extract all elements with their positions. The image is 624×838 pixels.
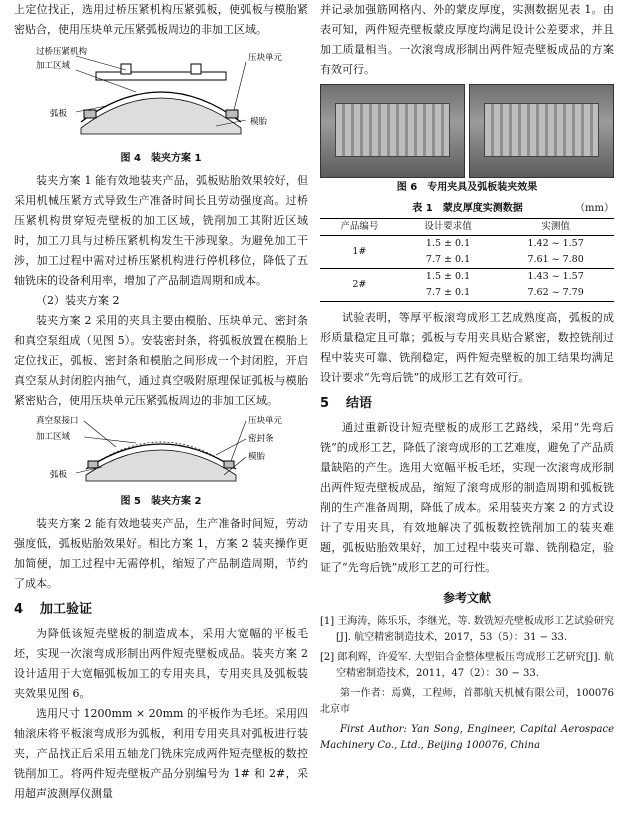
table-header: 产品编号: [340, 221, 379, 232]
section-heading: 5 结语: [320, 396, 373, 411]
paragraph: 并记录加强筋网格内、外的蒙皮厚度，实测数据见表 1。由表可知，两件短壳壁板蒙皮厚度均满足设计公差要求，并且加工质量相当。一次滚弯成形制出两件短壳壁板成品的方案有效可行。: [320, 3, 614, 76]
table-row: 7.7 ± 0.1 7.62 ~ 7.79: [320, 285, 614, 302]
paragraph: 装夹方案 1 能有效地装夹产品，弧板贴胎效果较好，但采用机械压紧方式导致生产准备时间长且劳动强度高。过桥压紧机构贯穿短壳壁板的加工区域，铣削加工其附近区域时，加工刀具与过桥压紧机构发生干涉现象。为避免加工干涉，加工过程中需对过桥压紧机构进行停机移位，降低了五轴铣床的设备利用率，增加了产品制造周期和成本。: [14, 174, 308, 287]
label-seal: 密封条: [248, 434, 274, 444]
figure-4-diagram: [36, 42, 286, 142]
figure-5-diagram: [36, 413, 286, 485]
figure-4: [14, 42, 308, 149]
label-area: 加工区域: [36, 432, 71, 442]
paragraph: 通过重新设计短壳壁板的成形工艺路线，采用“先弯后铣”的成形工艺，降低了滚弯成形的工艺难度，避免了产品质量缺陷的产生。选用大宽幅平板毛坯，实现一次滚弯成形制出两件短壳壁板成品，缩短了滚弯成形的制造周期和弧板铣削的生产准备周期，降低了成本。采用装夹方案 2 的方式设计了专用夹具，有效地解决了弧板数控铣削加工的装夹难题，弧板贴胎效果好，加工过程中装夹可靠、铣削稳定，验证了“先弯后铣”成形工艺的可行性。: [320, 421, 614, 574]
paragraph: 选用尺寸 1200mm × 20mm 的平板作为毛坯。采用四轴滚床将平板滚弯成形为弧板，利用专用夹具对弧板进行装夹，产品找正后采用五轴龙门铣床完成两件短壳壁板的数控铣削加工。将两件短壳壁板产品分别编号为 1# 和 2#，采用超声波测厚仪测量: [14, 707, 308, 800]
table-row: 1# 1.5 ± 0.1 1.42 ~ 1.57: [352, 238, 584, 257]
left-column: [14, 0, 308, 804]
paragraph: 装夹方案 2 能有效地装夹产品，生产准备时间短，劳动强度低，弧板贴胎效果好。相比方案 1，方案 2 装夹操作更加简便，加工过程中无需停机，缩短了产品制造周期，节约了成本。: [14, 517, 308, 590]
table-row: 2# 1.5 ± 0.1 1.43 ~ 1.57: [320, 269, 614, 286]
label-vacuum: 真空泵接口: [36, 416, 79, 426]
label-arc: 弧板: [50, 470, 68, 480]
photo-clamped-panel: [469, 84, 614, 178]
references-title: 参考文献: [442, 591, 491, 605]
paragraph: 为降低该短壳壁板的制造成本，采用大宽幅的平板毛坯，实现一次滚弯成形制出两件短壳壁板成品。装夹方案 2 设计适用于大宽幅弧板加工的专用夹具，专用夹具及弧板装夹效果见图 6。: [14, 627, 308, 700]
table-header: 实测值: [541, 221, 570, 232]
table-unit: （mm）: [575, 203, 614, 214]
table-caption-row: [320, 200, 614, 218]
label-mold: 模胎: [248, 452, 266, 462]
label-area: 加工区域: [36, 61, 71, 71]
paragraph: 上定位找正，选用过桥压紧机构压紧弧板，使弧板与模胎紧密贴合，使用压块单元压紧弧板周边的非加工区域。: [14, 3, 308, 36]
label-arc: 弧板: [50, 109, 68, 119]
label-block: 压块单元: [248, 53, 283, 63]
reference-item: [2] 郎利辉，许爱军. 大型铝合金整体壁板压弯成形工艺研究[J]. 航空精密制造技术，2011，47（2）：30 − 33.: [320, 652, 614, 679]
paragraph: 试验表明，等厚平板滚弯成形工艺成熟度高，弧板的成形质量稳定且可靠；弧板与专用夹具贴合紧密，数控铣削过程中装夹可靠、铣削稳定，两件短壳壁板的加工结果均满足设计要求“先弯后铣”的成形工艺有效可行。: [320, 311, 614, 384]
photo-fixture: [320, 84, 465, 178]
author-info-en: First Author: Yan Song, Engineer, Capital Aerospace Machinery Co., Ltd., Beijing 100076, China: [320, 724, 614, 751]
figure-5: [14, 413, 308, 492]
author-info: 第一作者：焉冀，工程师，首都航天机械有限公司，100076 北京市: [320, 688, 614, 715]
table-caption: 表 1 蒙皮厚度实测数据: [412, 203, 523, 214]
subheading: （2）装夹方案 2: [36, 294, 120, 307]
section-heading: 4 加工验证: [14, 602, 93, 617]
paragraph: 装夹方案 2 采用的夹具主要由模胎、压块单元、密封条和真空泵组成（见图 5）。安装密封条，将弧板放置在模胎上定位找正，弧板、密封条和模胎之间形成一个封闭腔，开启真空泵从封闭腔内抽气，通过真空吸附原理保证弧板与模胎紧密贴合，使用压块单元压紧弧板周边的非加工区域。: [14, 314, 308, 407]
label-block: 压块单元: [248, 416, 283, 426]
table-header: 设计要求值: [424, 221, 472, 232]
label-bridge: 过桥压紧机构: [36, 47, 88, 57]
reference-item: [1] 王海涛，陈乐乐，李继光，等. 数铣短壳壁板成形工艺试验研究[J]. 航空精密制造技术，2017，53（5）：31 − 33.: [320, 616, 614, 643]
label-mold: 模胎: [250, 117, 268, 127]
figure-5-caption: 图 5 装夹方案 2: [120, 496, 202, 507]
figure-6-caption: 图 6 专用夹具及弧板装夹效果: [396, 182, 538, 193]
table-row: 7.7 ± 0.1 7.61 ~ 7.80: [425, 254, 584, 265]
figure-6-photos: [320, 84, 614, 178]
figure-4-caption: 图 4 装夹方案 1: [120, 153, 202, 164]
right-column: [320, 0, 614, 754]
thickness-table: [320, 218, 614, 302]
